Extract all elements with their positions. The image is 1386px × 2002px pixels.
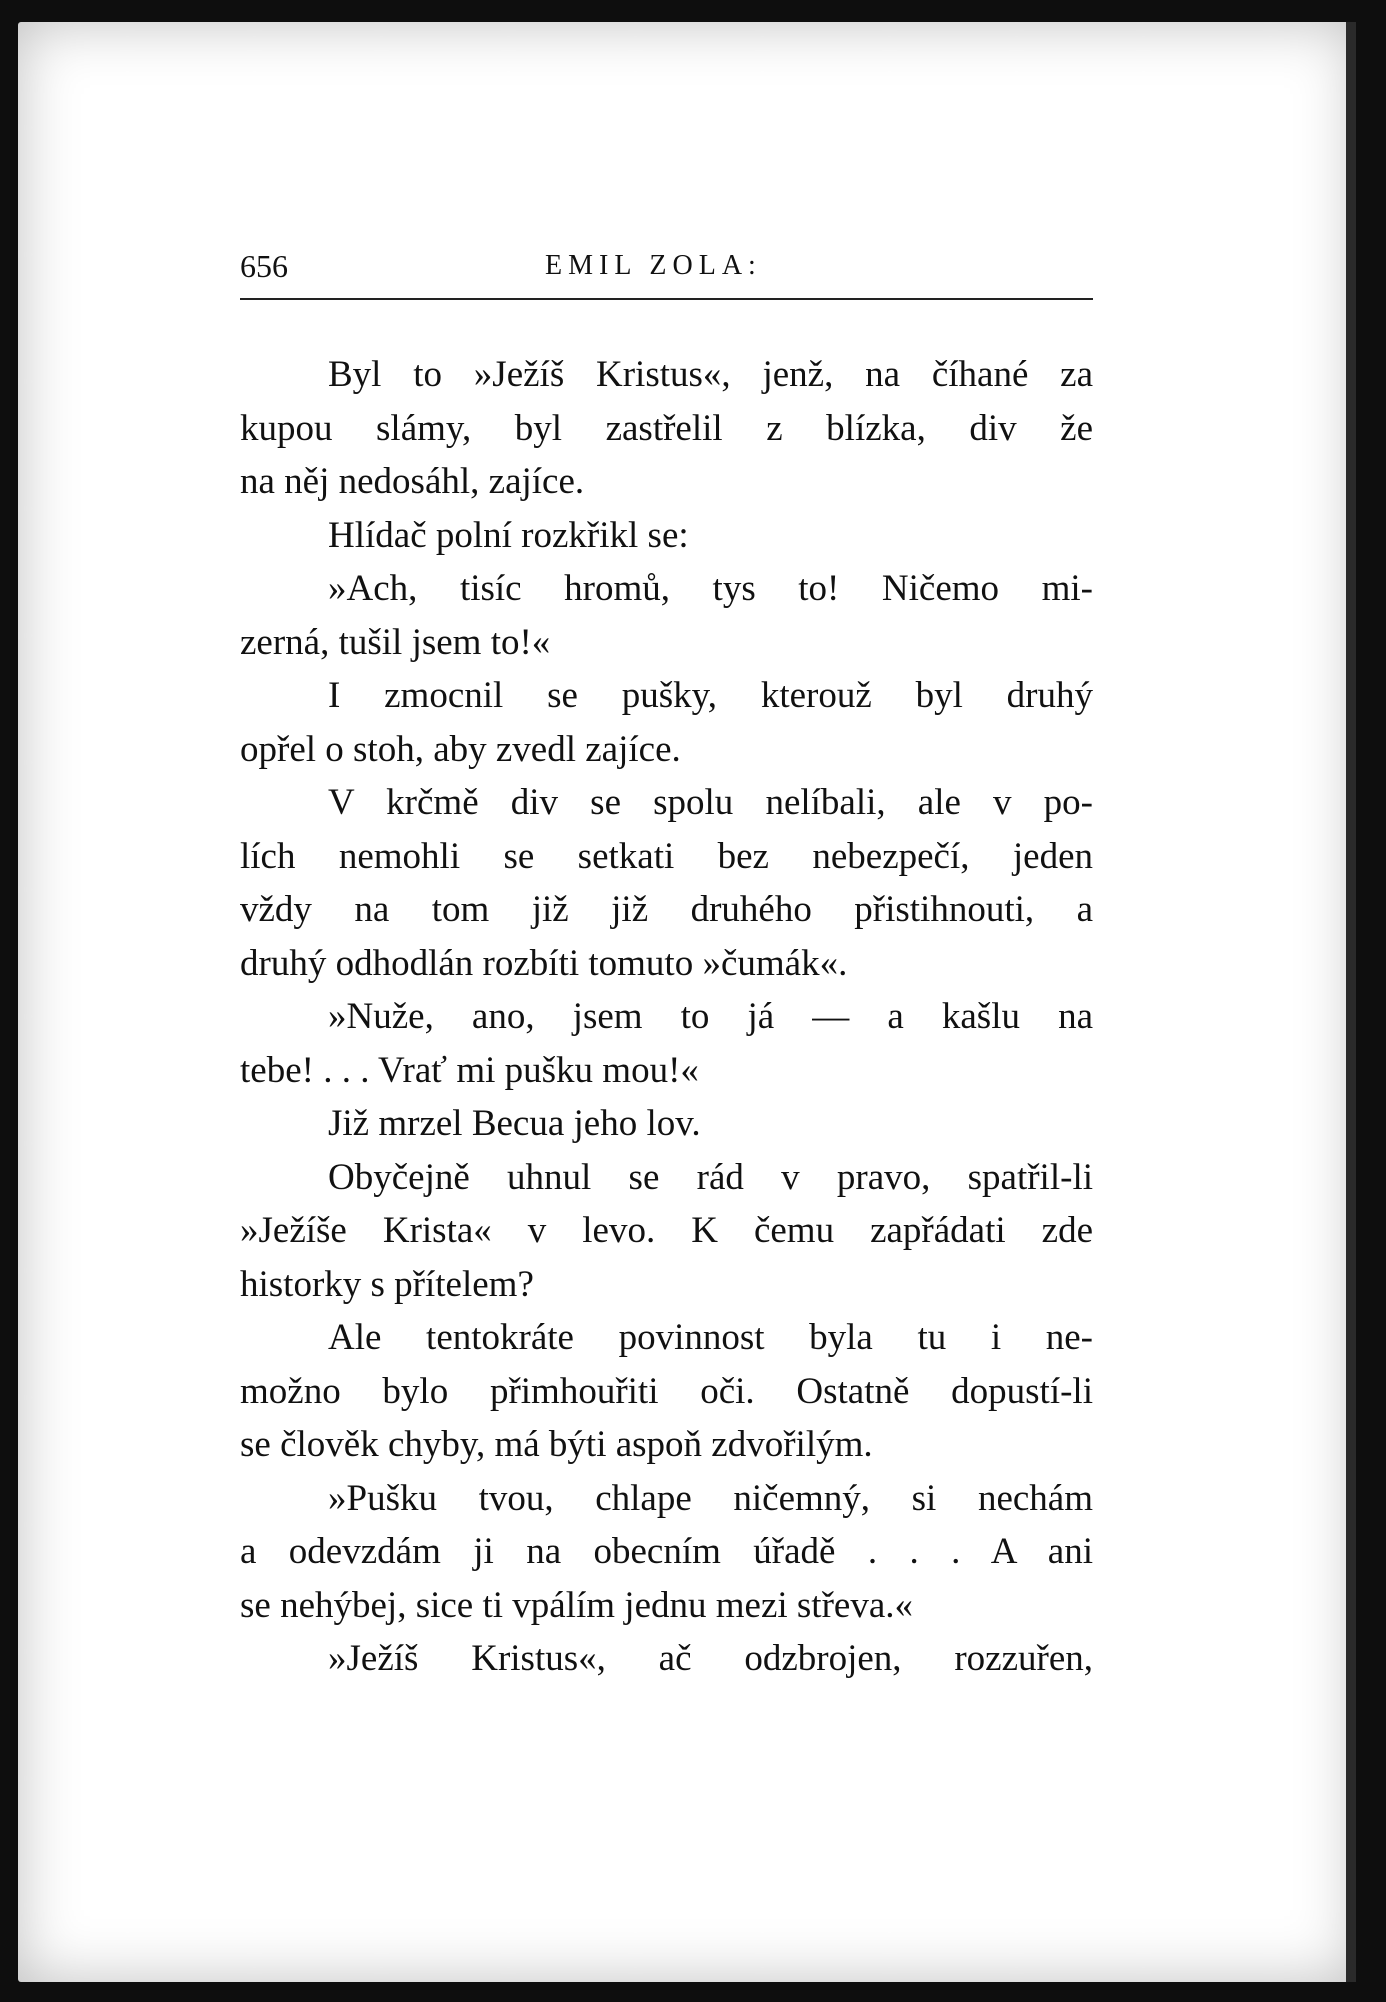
book-page <box>18 22 1356 1982</box>
text-line: Ale tentokráte povinnost byla tu i ne- <box>328 1317 1093 1358</box>
text-line: vždy na tom již již druhého přistihnouti, a <box>240 889 1093 930</box>
text-line: »Pušku tvou, chlape ničemný, si nechám <box>328 1477 1093 1519</box>
text-line: tebe! . . . Vrať mi pušku mou!« <box>240 1049 699 1091</box>
text-line: I zmocnil se pušky, kterouž byl druhý <box>328 675 1093 716</box>
text-line: se člověk chyby, má býti aspoň zdvořilým. <box>240 1424 873 1465</box>
text-line: Obyčejně uhnul se rád v pravo, spatřil-li <box>328 1156 1093 1198</box>
text-line: opřel o stoh, aby zvedl zajíce. <box>240 728 681 770</box>
text-line: a odevzdám ji na obecním úřadě . . . A ani <box>240 1531 1093 1572</box>
text-line: lích nemohli se setkati bez nebezpečí, jeden <box>240 835 1093 877</box>
text-line: historky s přítelem? <box>240 1263 534 1305</box>
text-line: »Ježíš Kristus«, ač odzbrojen, rozzuřen, <box>328 1638 1093 1679</box>
text-line: kupou slámy, byl zastřelil z blízka, div že <box>240 407 1093 449</box>
text-line: »Ježíše Krista« v levo. K čemu zapřádati zde <box>240 1210 1093 1251</box>
text-line: Byl to »Ježíš Kristus«, jenž, na číhané za <box>328 354 1093 395</box>
running-head: EMIL ZOLA: <box>545 250 762 281</box>
text-line: možno bylo přimhouřiti oči. Ostatně dopustí-li <box>240 1370 1093 1412</box>
text-line: zerná, tušil jsem to!« <box>240 621 551 663</box>
text-line: »Nuže, ano, jsem to já — a kašlu na <box>328 996 1093 1037</box>
text-line: na něj nedosáhl, zajíce. <box>240 461 585 502</box>
page-text <box>240 348 1093 1686</box>
text-line: druhý odhodlán rozbíti tomuto »čumák«. <box>240 942 848 984</box>
text-line: Již mrzel Becua jeho lov. <box>328 1103 701 1144</box>
text-line: Hlídač polní rozkřikl se: <box>328 514 689 556</box>
text-line: »Ach, tisíc hromů, tys to! Ničemo mi- <box>328 568 1093 609</box>
page-number: 656 <box>240 248 288 284</box>
page-header <box>240 244 1093 288</box>
text-line: se nehýbej, sice ti vpálím jednu mezi střeva.« <box>240 1584 913 1626</box>
text-line: V krčmě div se spolu nelíbali, ale v po- <box>328 782 1093 823</box>
header-rule <box>240 298 1093 300</box>
